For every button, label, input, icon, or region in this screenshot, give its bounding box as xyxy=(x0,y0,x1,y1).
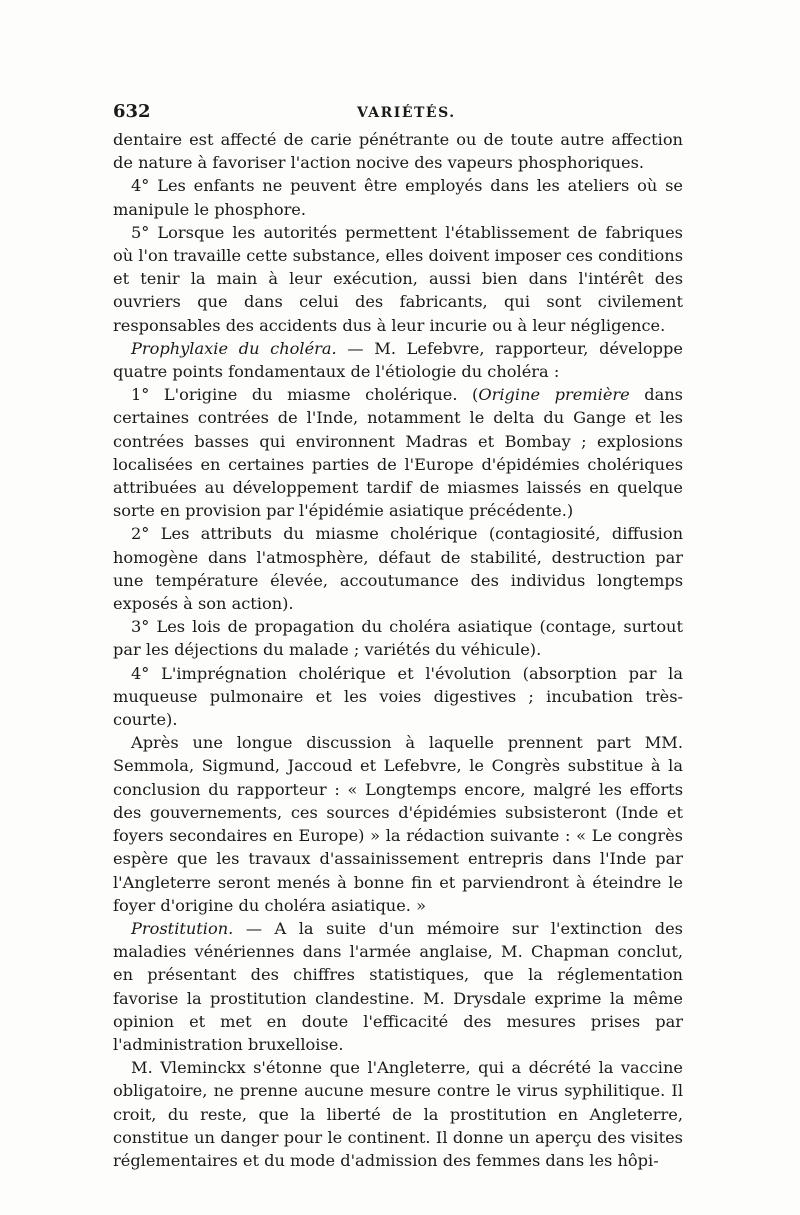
paragraph: Après une longue discussion à laquelle prennent part MM. Semmola, Sigmund, Jaccoud et Lefebvre, le Congrès substitue à la conclusion du rapporteur : « Longtemps encore, malgré les efforts des gouvernements, ces sources d'épidémies subsisteront (Inde et foyers secondaires en Europe) » la rédaction suivante : « Le congrès espère que les travaux d'assainissement entrepris dans l'Inde par l'Angleterre seront menés à bonne fin et parviendront à éteindre le foyer d'origine du choléra asiatique. » xyxy=(113,733,683,915)
running-title: VARIÉTÉS. xyxy=(357,105,456,121)
page-number: 632 xyxy=(113,101,151,122)
paragraph-text: — A la suite d'un mémoire sur l'extinction des maladies vénériennes dans l'armée anglaise, M. Chapman conclut, en présentant des chiffres statistiques, que la réglementation favorise la prostitution clandestine. M. Drysdale exprime la même opinion et met en doute l'efficacité des mesures prises par l'administration bruxelloise. xyxy=(113,918,683,1054)
paragraph: 2° Les attributs du miasme cholérique (contagiosité, diffusion homogène dans l'atmosphère, défaut de stabilité, destruction par une température élevée, accoutumance des individus longtemps exposés à son action). xyxy=(113,524,683,614)
section-label: Prostitution. xyxy=(131,918,234,938)
paragraph: 5° Lorsque les autorités permettent l'établissement de fabriques où l'on travaille cette substance, elles doivent imposer ces conditions et tenir la main à leur exécution, aussi bien dans l'intérêt des ouvriers que dans celui des fabricants, qui sont civilement responsables des accidents dus à leur incurie ou à leur négligence. xyxy=(113,222,684,335)
paragraph-prostitution xyxy=(113,917,683,1056)
paragraph: M. Vleminckx s'étonne que l'Angleterre, qui a décrété la vaccine obligatoire, ne prenne aucune mesure contre le virus syphilitique. Il croit, du reste, que la liberté de la prostitution en Angleterre, constitue un danger pour le continent. Il donne un aperçu des visites réglementaires et du mode d'admission des femmes dans les hôpi- xyxy=(113,1058,683,1170)
italic-phrase: Origine première xyxy=(478,385,630,405)
paragraph: 4° L'imprégnation cholérique et l'évolution (absorption par la muqueuse pulmonaire et les voies digestives ; incubation très-courte). xyxy=(113,663,683,730)
paragraph xyxy=(113,383,683,522)
paragraph: 4° Les enfants ne peuvent être employés dans les ateliers où se manipule le phosphore. xyxy=(113,176,683,219)
paragraph: dentaire est affecté de carie pénétrante ou de toute autre affection de nature à favoriser l'action nocive des vapeurs phosphoriques. xyxy=(113,130,683,173)
paragraph-text: 1° L'origine du miasme cholérique. ( xyxy=(131,385,479,405)
paragraph-text: — M. Lefebvre, rapporteur, développe quatre points fondamentaux de l'étiologie du choléra : xyxy=(113,338,683,382)
paragraph-prophylaxie xyxy=(113,337,683,383)
paragraph-text: dans certaines contrées de l'Inde, notamment le delta du Gange et les contrées basses qui environnent Madras et Bombay ; explosions localisées en certaines parties de l'Europe d'épidémies cholériques attribuées au développement tardif de miasmes laissés en quelque sorte en provision par l'épidémie asiatique précédente.) xyxy=(113,385,683,521)
section-label: Prophylaxie du choléra. xyxy=(131,338,337,358)
page-header xyxy=(113,100,683,124)
page-body xyxy=(113,128,683,1172)
paragraph: 3° Les lois de propagation du choléra asiatique (contage, surtout par les déjections du malade ; variétés du véhicule). xyxy=(113,617,683,660)
